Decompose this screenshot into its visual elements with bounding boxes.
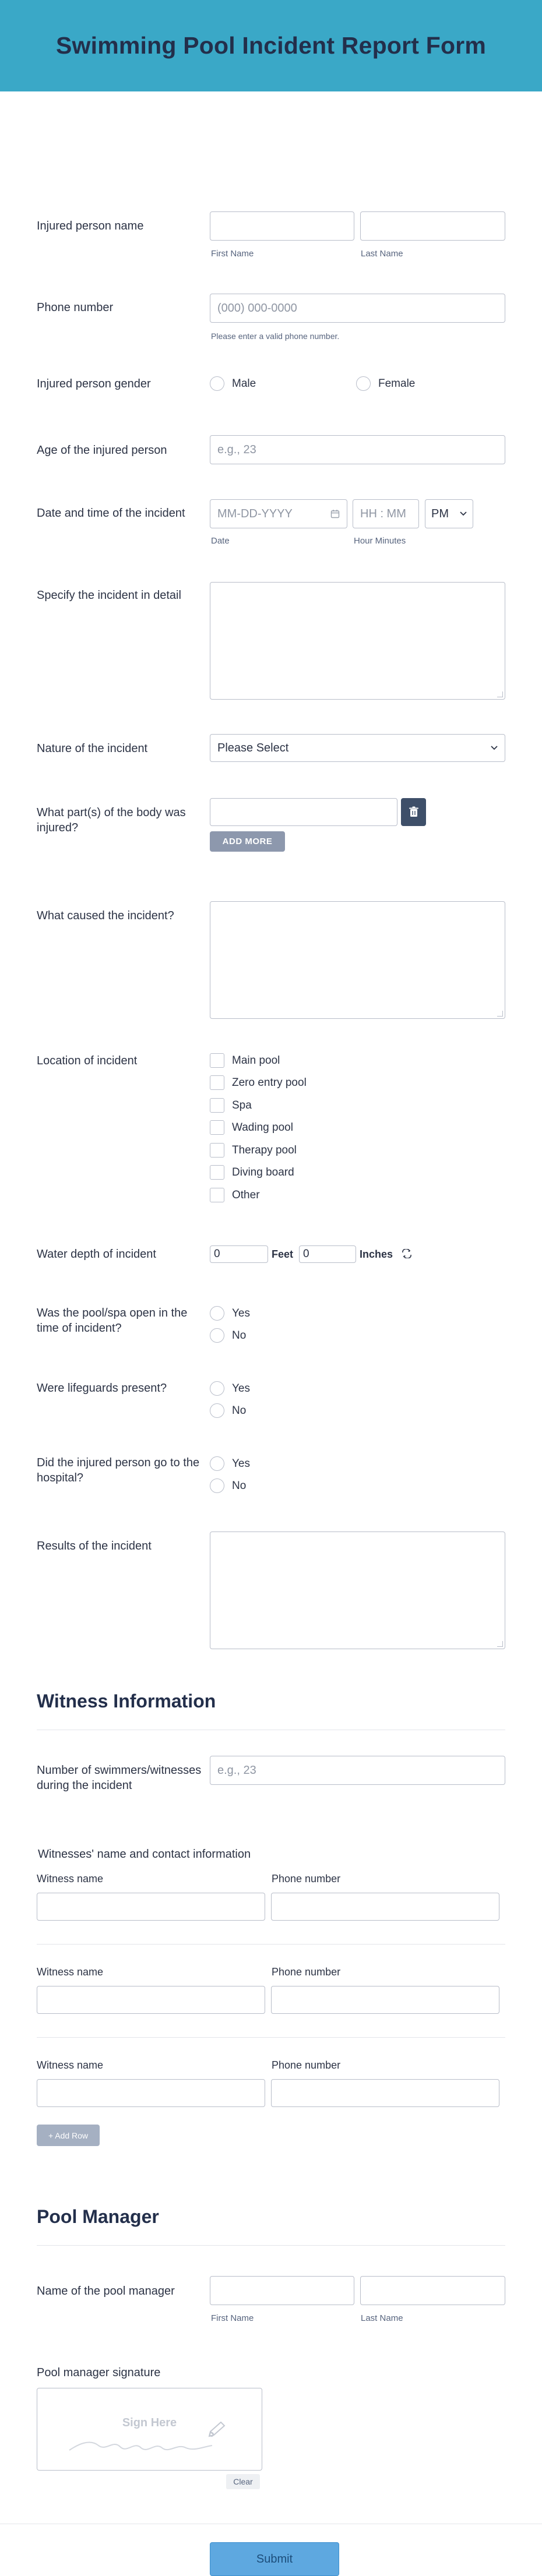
depth-feet-input[interactable] [210,1245,268,1263]
location-checkbox-main-pool[interactable] [210,1053,224,1068]
ampm-value: PM [431,507,449,520]
signature-label: Pool manager signature [37,2366,161,2379]
ampm-select[interactable] [425,499,473,528]
location-checkbox-therapy-pool[interactable] [210,1143,224,1158]
location-option-label: Spa [232,1099,252,1111]
location-checkbox-zero-entry[interactable] [210,1075,224,1090]
inches-unit-label: Inches [360,1248,393,1260]
phone-input[interactable] [210,294,505,323]
location-option-label: Therapy pool [232,1144,297,1156]
location-checkbox-spa[interactable] [210,1098,224,1113]
nature-label: Nature of the incident [37,742,148,755]
gender-male-label: Male [232,377,256,390]
body-part-label: What part(s) of the body was injured? [37,806,186,834]
lifeguards-yes-radio[interactable] [210,1381,224,1396]
incident-form [0,91,542,2566]
phone-placeholder: (000) 000-0000 [217,301,297,315]
datetime-label: Date and time of the incident [37,507,185,520]
injured-last-name-input[interactable] [360,211,505,241]
add-more-button[interactable]: ADD MORE [210,831,285,852]
calendar-icon[interactable] [330,509,340,518]
witness-count-input[interactable] [210,1756,505,1785]
phone-label: Phone number [37,301,114,314]
manager-name-label: Name of the pool manager [37,2285,175,2298]
form-title: Swimming Pool Incident Report Form [56,32,486,59]
hospital-yes-radio[interactable] [210,1456,224,1471]
chevron-down-icon [491,746,498,750]
delete-row-button[interactable] [401,798,426,826]
hospital-no-radio[interactable] [210,1478,224,1493]
pool-open-yes-label: Yes [232,1307,250,1319]
hospital-yes-label: Yes [232,1458,250,1470]
witness-phone-input[interactable] [271,1893,499,1921]
submit-button[interactable]: Submit [210,2542,339,2576]
depth-inches-value: 0 [303,1248,309,1260]
pool-open-yes-radio[interactable] [210,1306,224,1321]
lifeguards-yes-label: Yes [232,1382,250,1395]
witness-phone-header: Phone number [272,1873,341,1885]
results-textarea[interactable] [210,1532,505,1649]
witness-phone-header: Phone number [272,1966,341,1978]
injured-first-name-input[interactable] [210,211,354,241]
detail-textarea[interactable] [210,582,505,700]
location-label: Location of incident [37,1054,138,1067]
detail-label: Specify the incident in detail [37,589,181,602]
resize-handle-icon[interactable] [497,691,503,697]
lifeguards-no-label: No [232,1405,247,1417]
resize-handle-icon[interactable] [497,1011,503,1017]
depth-feet-value: 0 [214,1248,220,1260]
witness-phone-input[interactable] [271,2079,499,2107]
manager-last-name-input[interactable] [360,2276,505,2305]
manager-first-name-input[interactable] [210,2276,354,2305]
location-option-label: Other [232,1189,260,1201]
resize-handle-icon[interactable] [497,1641,503,1647]
signature-placeholder: Sign Here [122,2416,177,2429]
gender-male-radio[interactable] [210,376,224,391]
hospital-label: Did the injured person go to the hospital? [37,1456,200,1484]
location-option-label: Zero entry pool [232,1077,307,1089]
date-sublabel: Date [211,536,230,546]
cause-textarea[interactable] [210,901,505,1019]
pen-icon [205,2419,228,2442]
depth-label: Water depth of incident [37,1248,156,1261]
form-header [0,0,542,91]
first-name-sublabel: First Name [211,2313,254,2323]
manager-section-title: Pool Manager [37,2206,159,2227]
witness-phone-input[interactable] [271,1986,499,2014]
nature-select[interactable] [210,734,505,762]
location-checkbox-other[interactable] [210,1188,224,1202]
date-placeholder: MM-DD-YYYY [217,507,293,520]
age-placeholder: e.g., 23 [217,443,256,456]
gender-female-label: Female [378,377,416,390]
witness-name-header: Witness name [37,1873,104,1885]
location-option-label: Diving board [232,1166,294,1178]
results-label: Results of the incident [37,1540,152,1552]
age-label: Age of the injured person [37,444,167,457]
last-name-sublabel: Last Name [361,2313,403,2323]
pool-open-no-radio[interactable] [210,1328,224,1343]
chevron-down-icon [460,511,467,516]
lifeguards-no-radio[interactable] [210,1403,224,1418]
trash-icon [409,806,419,818]
gender-label: Injured person gender [37,377,151,390]
feet-unit-label: Feet [272,1248,294,1260]
witness-table-title: Witnesses' name and contact information [38,1848,251,1861]
signature-pad[interactable] [37,2388,262,2471]
divider [37,2037,505,2038]
witness-section-title: Witness Information [37,1691,216,1712]
hospital-no-label: No [232,1480,247,1492]
time-sublabel: Hour Minutes [354,536,406,546]
clear-signature-button[interactable]: Clear [226,2474,260,2489]
witness-name-header: Witness name [37,1966,104,1978]
witness-name-input[interactable] [37,1986,265,2014]
phone-hint: Please enter a valid phone number. [211,331,340,341]
swap-icon[interactable] [401,1249,413,1258]
add-row-button[interactable]: + Add Row [37,2125,100,2146]
divider [37,2245,505,2246]
date-input[interactable] [210,499,347,528]
gender-female-radio[interactable] [356,376,371,391]
witness-count-label: Number of swimmers/witnesses during the incident [37,1764,202,1792]
location-option-label: Wading pool [232,1121,293,1134]
witness-count-placeholder: e.g., 23 [217,1763,256,1777]
pool-open-no-label: No [232,1329,247,1342]
location-checkbox-diving-board[interactable] [210,1165,224,1180]
first-name-sublabel: First Name [211,249,254,259]
location-checkbox-wading-pool[interactable] [210,1120,224,1135]
witness-phone-header: Phone number [272,2059,341,2071]
witness-name-input[interactable] [37,1893,265,1921]
witness-name-header: Witness name [37,2059,104,2071]
depth-inches-input[interactable] [299,1245,356,1263]
cause-label: What caused the incident? [37,909,174,922]
body-part-input[interactable] [210,798,397,826]
age-input[interactable] [210,435,505,464]
injured-name-label: Injured person name [37,220,144,232]
witness-name-input[interactable] [37,2079,265,2107]
time-placeholder: HH : MM [360,507,406,520]
location-option-label: Main pool [232,1054,280,1067]
lifeguards-label: Were lifeguards present? [37,1382,167,1395]
nature-selected: Please Select [217,741,289,754]
time-input[interactable] [353,499,419,528]
last-name-sublabel: Last Name [361,249,403,259]
divider [37,1944,505,1945]
pool-open-label: Was the pool/spa open in the time of incident? [37,1307,188,1335]
